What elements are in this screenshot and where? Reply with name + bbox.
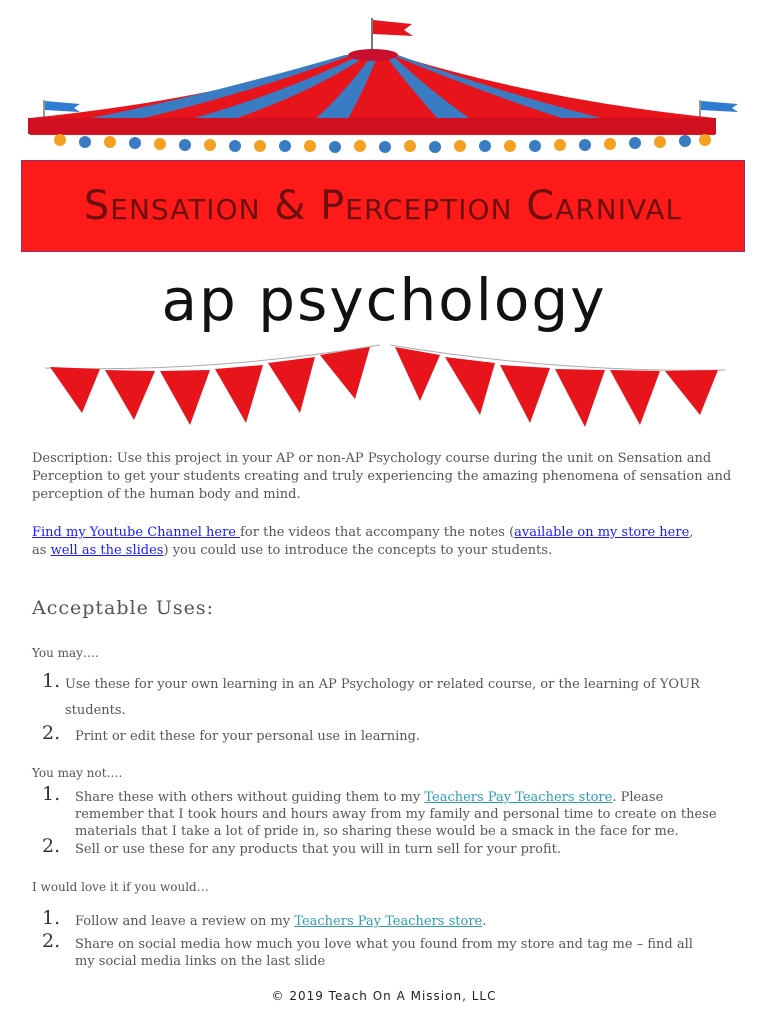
tpt-store-link[interactable]: Teachers Pay Teachers store <box>424 790 613 805</box>
description-paragraph: Description: Use this project in your AP or non-AP Psychology course during the unit on Sensation and Perception to get your students creating and truly experiencing the amazing phenomena of sensation and perception of the human body and mind. <box>32 451 732 502</box>
you-may-label: You may…. <box>32 646 99 660</box>
would-love-item-2-line1: Share on social media how much you love what you found from my store and tag me – find all <box>75 937 693 952</box>
may-item-1: Use these for your own learning in an AP Psychology or related course, or the learning of YOUR <box>65 677 700 692</box>
would-love-label: I would love it if you would… <box>32 880 209 894</box>
copyright-footer: © 2019 Teach On A Mission, LLC <box>271 989 497 1003</box>
links-paragraph <box>32 524 742 560</box>
list-number: 1. <box>42 670 61 692</box>
acceptable-uses-heading: Acceptable Uses: <box>32 597 215 619</box>
links-text-2: , <box>689 525 694 540</box>
links-text-4: ) you could use to introduce the concepts to your students. <box>163 543 553 558</box>
you-may-not-label: You may not…. <box>32 766 123 780</box>
list-number: 1. <box>42 907 61 929</box>
youtube-channel-link[interactable]: Find my Youtube Channel here <box>32 525 241 540</box>
document-title: Sensation & Perception Carnival <box>83 183 683 229</box>
store-notes-link[interactable]: available on my store here <box>514 525 690 540</box>
circus-tent-illustration <box>0 0 768 165</box>
would-love-item-1 <box>75 913 486 930</box>
bunting-decoration <box>0 335 768 445</box>
may-not-item-1-line2: remember that I took hours and hours away from my family and personal time to create on these <box>75 807 717 822</box>
links-text-1: for the videos that accompany the notes ( <box>240 525 515 540</box>
may-item-2: Print or edit these for your personal use in learning. <box>75 729 421 744</box>
slides-link[interactable]: well as the slides <box>50 543 164 558</box>
would-love-item-1-post: . <box>482 914 487 929</box>
would-love-item-2 <box>75 936 745 970</box>
would-love-item-2-line2: my social media links on the last slide <box>75 954 326 969</box>
list-number: 2. <box>42 722 61 744</box>
may-not-item-1 <box>75 789 745 840</box>
may-not-item-1-line3: materials that I take a lot of pride in, so sharing these would be a smack in the face for me. <box>75 824 679 839</box>
may-not-item-1-pre: Share these with others without guiding them to my <box>75 790 425 805</box>
subtitle: ap psychology <box>161 266 607 334</box>
list-number: 1. <box>42 783 61 805</box>
list-number: 2. <box>42 835 61 857</box>
may-not-item-1-post: . Please <box>612 790 664 805</box>
list-number: 2. <box>42 930 61 952</box>
title-banner <box>21 160 745 252</box>
may-not-item-2: Sell or use these for any products that you will in turn sell for your profit. <box>75 842 561 857</box>
links-text-3: as <box>32 543 51 558</box>
would-love-item-1-pre: Follow and leave a review on my <box>75 914 295 929</box>
may-item-1-cont: students. <box>65 703 126 718</box>
tpt-store-link-review[interactable]: Teachers Pay Teachers store <box>294 914 483 929</box>
